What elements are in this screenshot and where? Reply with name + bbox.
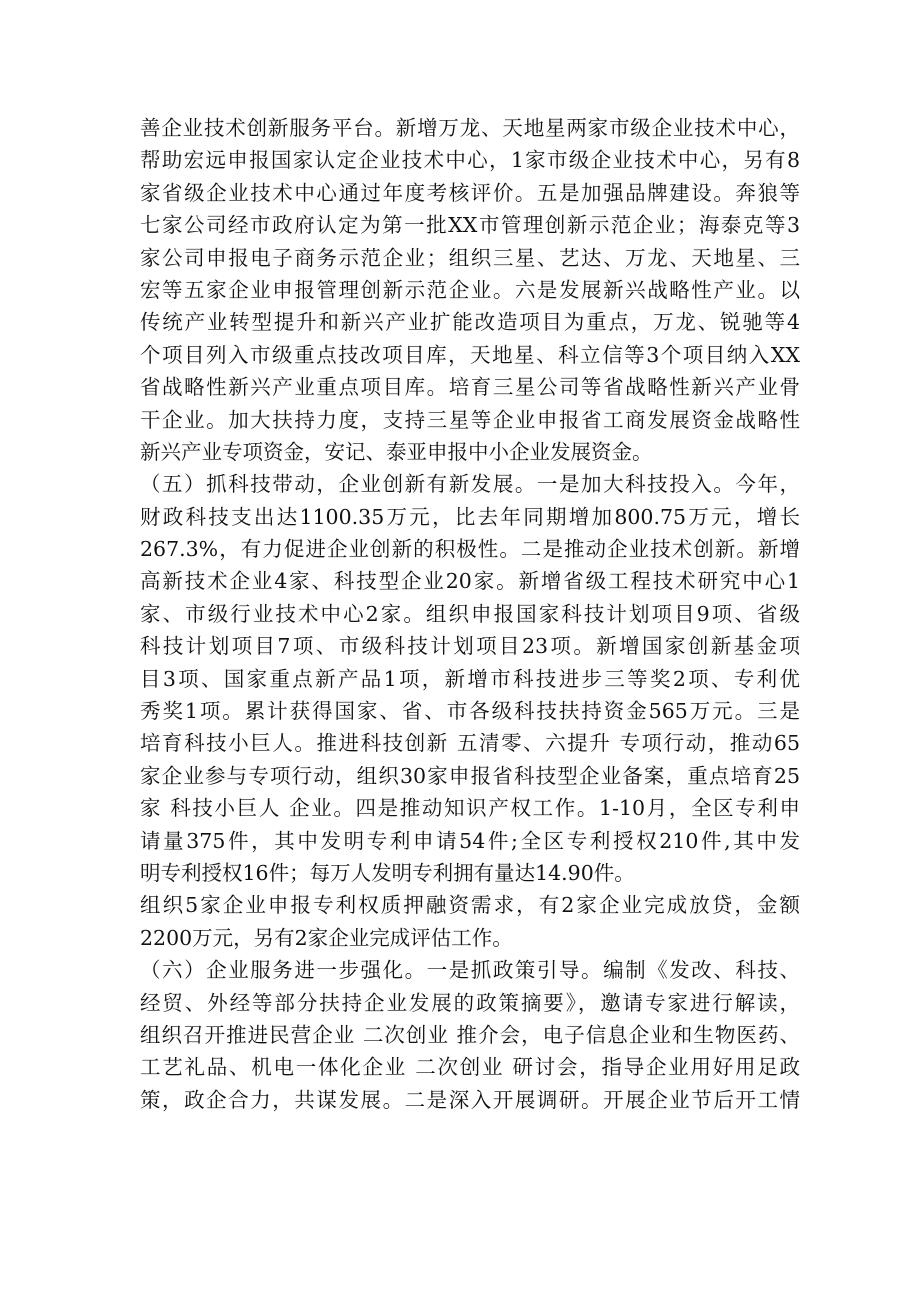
text-line: 帮助宏远申报国家认定企业技术中心，1家市级企业技术中心，另有8 [140,148,800,173]
text-line: 七家公司经市政府认定为第一批XX市管理创新示范企业；海泰克等3 [140,213,800,238]
text-line: 传统产业转型提升和新兴产业扩能改造项目为重点，万龙、锐驰等4 [140,310,800,335]
text-line: 家企业参与专项行动，组织30家申报省科技型企业备案，重点培育25 [140,763,800,788]
text-line: 干企业。加大扶持力度，支持三星等企业申报省工商发展资金战略性 [140,407,800,432]
text-line: 培育科技小巨人。推进科技创新 五清零、六提升 专项行动，推动65 [140,731,800,756]
text-line: 家公司申报电子商务示范企业；组织三星、艺达、万龙、天地星、三 [140,245,800,270]
text-line: 明专利授权16件；每万人发明专利拥有量达14.90件。 [140,860,635,885]
body-text [140,112,800,1116]
text-line: 目3项、国家重点新产品1项，新增市科技进步三等奖2项、专利优 [140,666,800,691]
text-line: 科技计划项目7项、市级科技计划项目23项。新增国家创新基金项 [140,634,800,659]
text-line: 组织5家企业申报专利权质押融资需求，有2家企业完成放贷，金额 [140,893,800,918]
text-line: 高新技术企业4家、科技型企业20家。新增省级工程技术研究中心1 [140,569,800,594]
text-line: 2200万元，另有2家企业完成评估工作。 [140,925,513,950]
text-line: （六）企业服务进一步强化。一是抓政策引导。编制《发改、科技、 [140,958,800,983]
text-line: 家 科技小巨人 企业。四是推动知识产权工作。1-10月，全区专利申 [140,796,800,821]
text-line: 新兴产业专项资金，安记、泰亚申报中小企业发展资金。 [140,439,653,464]
text-line: 工艺礼品、机电一体化企业 二次创业 研讨会，指导企业用好用足政 [140,1055,800,1080]
text-line: （五）抓科技带动，企业创新有新发展。一是加大科技投入。今年， [140,472,800,497]
text-line: 省战略性新兴产业重点项目库。培育三星公司等省战略性新兴产业骨 [140,375,800,400]
text-line: 宏等五家企业申报管理创新示范企业。六是发展新兴战略性产业。以 [140,277,800,302]
text-line: 个项目列入市级重点技改项目库，天地星、科立信等3个项目纳入XX [140,342,800,367]
text-line: 请量375件，其中发明专利申请54件;全区专利授权210件,其中发 [140,828,800,853]
text-line: 策，政企合力，共谋发展。二是深入开展调研。开展企业节后开工情 [140,1087,800,1112]
text-line: 经贸、外经等部分扶持企业发展的政策摘要》，邀请专家进行解读， [140,990,800,1015]
text-line: 家省级企业技术中心通过年度考核评价。五是加强品牌建设。奔狼等 [140,180,800,205]
text-line: 秀奖1项。累计获得国家、省、市各级科技扶持资金565万元。三是 [140,699,800,724]
text-line: 组织召开推进民营企业 二次创业 推介会，电子信息企业和生物医药、 [140,1022,800,1047]
text-line: 财政科技支出达1100.35万元，比去年同期增加800.75万元，增长 [140,504,800,529]
text-line: 善企业技术创新服务平台。新增万龙、天地星两家市级企业技术中心， [140,116,800,140]
text-line: 家、市级行业技术中心2家。组织申报国家科技计划项目9项、省级 [140,601,800,626]
text-line: 267.3%，有力促进企业创新的积极性。二是推动企业技术创新。新增 [140,537,800,562]
